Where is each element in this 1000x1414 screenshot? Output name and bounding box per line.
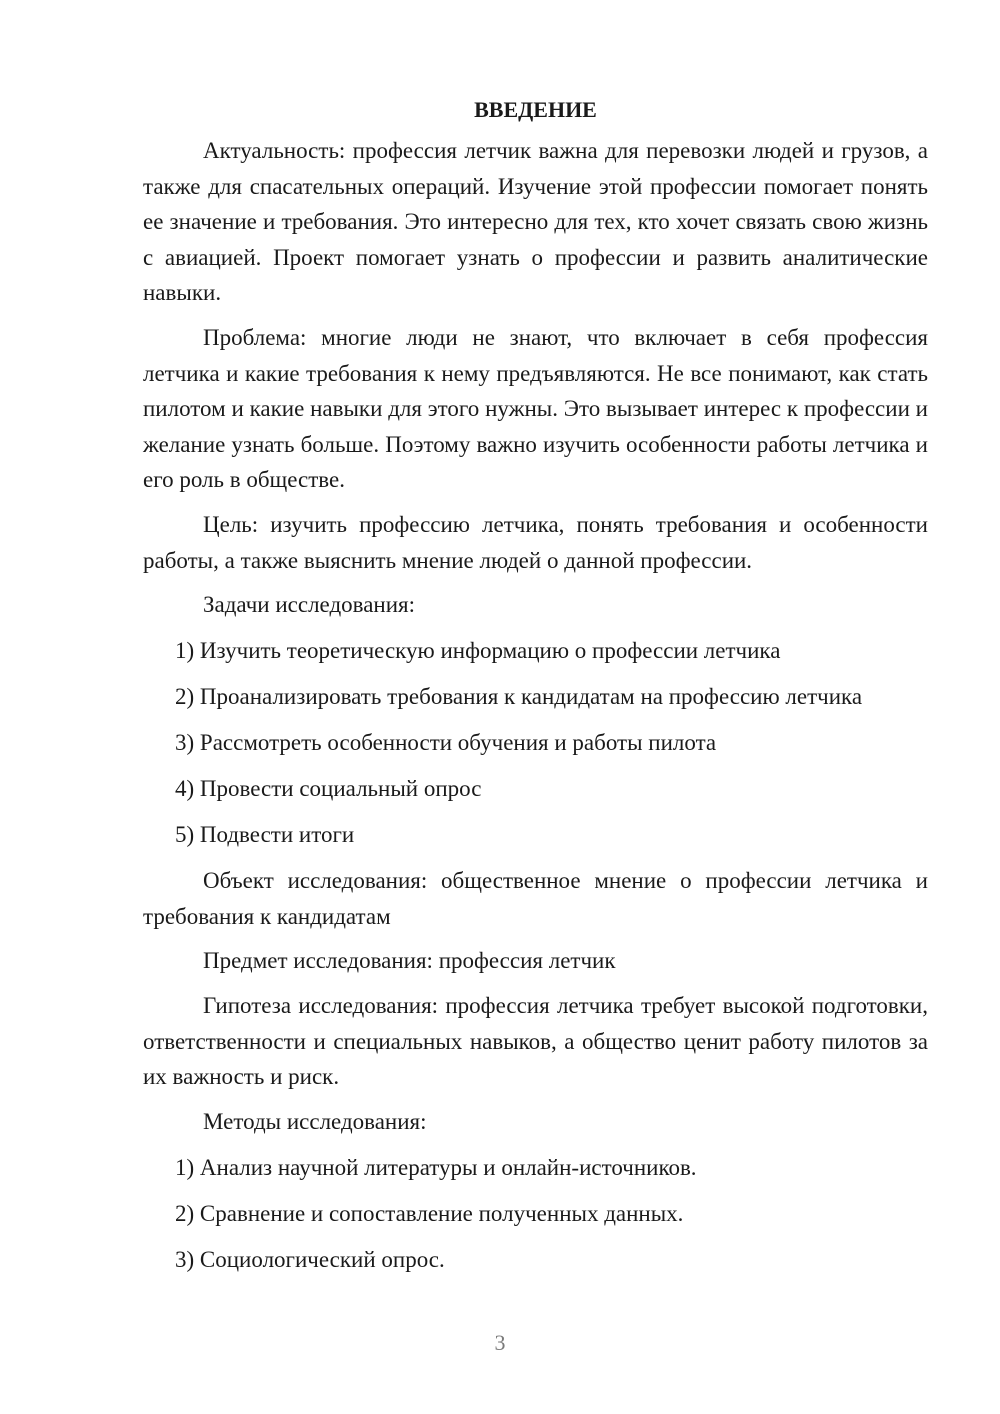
subject-paragraph: Предмет исследования: профессия летчик: [203, 948, 616, 974]
hypothesis-paragraph: Гипотеза исследования: профессия летчика требует высокой подготовки, ответственности и специальных навыков, а общество ценит работу пилотов за их важность и риск.: [143, 992, 928, 1090]
list-item: 4) Провести социальный опрос: [175, 776, 482, 802]
object-paragraph: Объект исследования: общественное мнение о профессии летчика и требования к кандидатам: [143, 868, 928, 929]
relevance-paragraph: Актуальность: профессия летчик важна для перевозки людей и грузов, а также для спасательных операций. Изучение этой профессии помогает понять ее значение и требования. Это интересно для тех, кто хочет связать свою жизнь с авиацией. Проект помогает узнать о профессии и развить аналитические навыки.: [143, 138, 928, 306]
list-item: 1) Анализ научной литературы и онлайн-источников.: [175, 1154, 697, 1180]
list-item: 2) Сравнение и сопоставление полученных данных.: [175, 1200, 684, 1226]
methods-list: [143, 1150, 928, 1278]
list-item: 1) Изучить теоретическую информацию о профессии летчика: [175, 638, 781, 664]
tasks-heading: Задачи исследования:: [203, 592, 416, 618]
methods-heading: Методы исследования:: [203, 1108, 427, 1134]
list-item: 3) Рассмотреть особенности обучения и работы пилота: [175, 730, 717, 756]
problem-paragraph: Проблема: многие люди не знают, что включает в себя профессия летчика и какие требования к нему предъявляются. Не все понимают, как стать пилотом и какие навыки для этого нужны. Это вызывает интерес к профессии и желание узнать больше. Поэтому важно изучить особенности работы летчика и его роль в обществе.: [143, 324, 928, 493]
goal-paragraph: Цель: изучить профессию летчика, понять требования и особенности работы, а также выяснить мнение людей о данной профессии.: [143, 511, 928, 573]
page-number: 3: [494, 1330, 506, 1355]
list-item: 2) Проанализировать требования к кандидатам на профессию летчика: [175, 684, 863, 710]
document-title: ВВЕДЕНИЕ: [474, 97, 597, 122]
tasks-list: [143, 633, 928, 853]
list-item: 3) Социологический опрос.: [175, 1246, 445, 1272]
list-item: 5) Подвести итоги: [175, 822, 355, 848]
document-page: [143, 92, 928, 1288]
